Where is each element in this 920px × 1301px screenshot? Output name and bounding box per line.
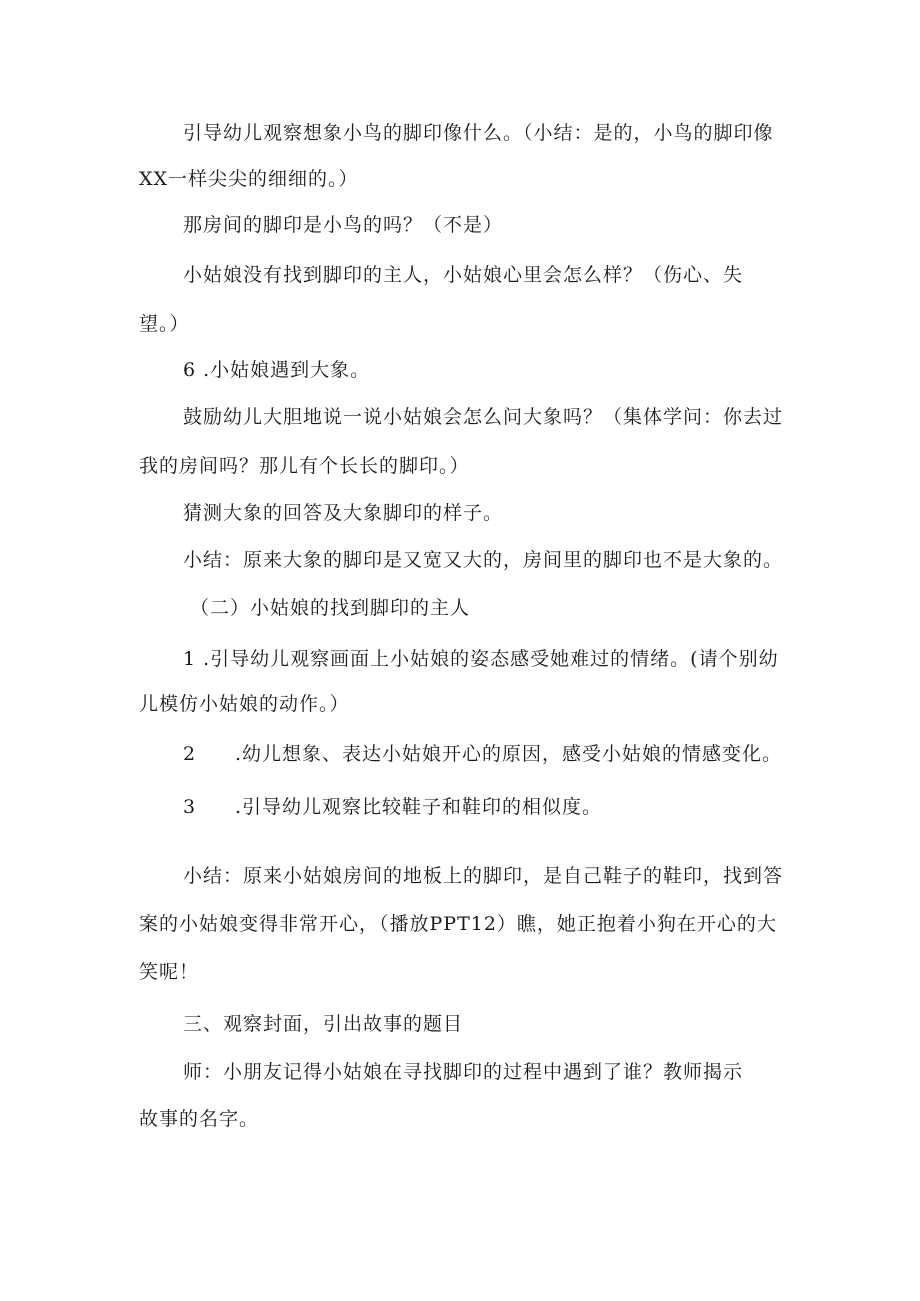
text-line: 故事的名字。	[139, 1108, 260, 1130]
summary-line: 小结：原来大象的脚印是又宽又大的，房间里的脚印也不是大象的。	[183, 549, 784, 571]
list-item: .幼儿想象、表达小姑娘开心的原因，感受小姑娘的情感变化。	[235, 743, 783, 765]
text-line: 笑呢！	[139, 961, 200, 983]
list-item: 1 .引导幼儿观察画面上小姑娘的姿态感受她难过的情绪。(请个别幼	[183, 648, 779, 670]
summary-line: 小结：原来小姑娘房间的地板上的脚印，是自己鞋子的鞋印，找到答	[183, 865, 784, 887]
text-line: 我的房间吗？那儿有个长长的脚印。）	[139, 455, 470, 477]
text-line: 儿模仿小姑娘的动作。）	[139, 693, 350, 715]
text-line: 引导幼儿观察想象小鸟的脚印像什么。（小结：是的，小鸟的脚印像	[183, 122, 774, 144]
text-line: 小姑娘没有找到脚印的主人，小姑娘心里会怎么样？（伤心、失	[183, 264, 744, 286]
text-line: 猜测大象的回答及大象脚印的样子。	[183, 502, 504, 524]
list-item: .引导幼儿观察比较鞋子和鞋印的相似度。	[235, 796, 603, 818]
section-heading: 三、观察封面，引出故事的题目	[183, 1013, 464, 1035]
text-line: 鼓励幼儿大胆地说一说小姑娘会怎么问大象吗？（集体学问：你去过	[183, 406, 784, 428]
text-line: 师：小朋友记得小姑娘在寻找脚印的过程中遇到了谁？教师揭示	[183, 1061, 744, 1083]
text-line: XX一样尖尖的细细的。）	[139, 168, 359, 190]
text-line: 那房间的脚印是小鸟的吗？（不是）	[183, 214, 504, 236]
text-line: 望。）	[139, 313, 190, 335]
list-number: 3	[183, 796, 197, 818]
list-number: 2	[183, 743, 197, 765]
list-item-heading: 6 .小姑娘遇到大象。	[183, 359, 371, 381]
section-heading: （二）小姑娘的找到脚印的主人	[190, 597, 471, 619]
text-line: 案的小姑娘变得非常开心，（播放PPT12）瞧，她正抱着小狗在开心的大	[139, 913, 777, 935]
